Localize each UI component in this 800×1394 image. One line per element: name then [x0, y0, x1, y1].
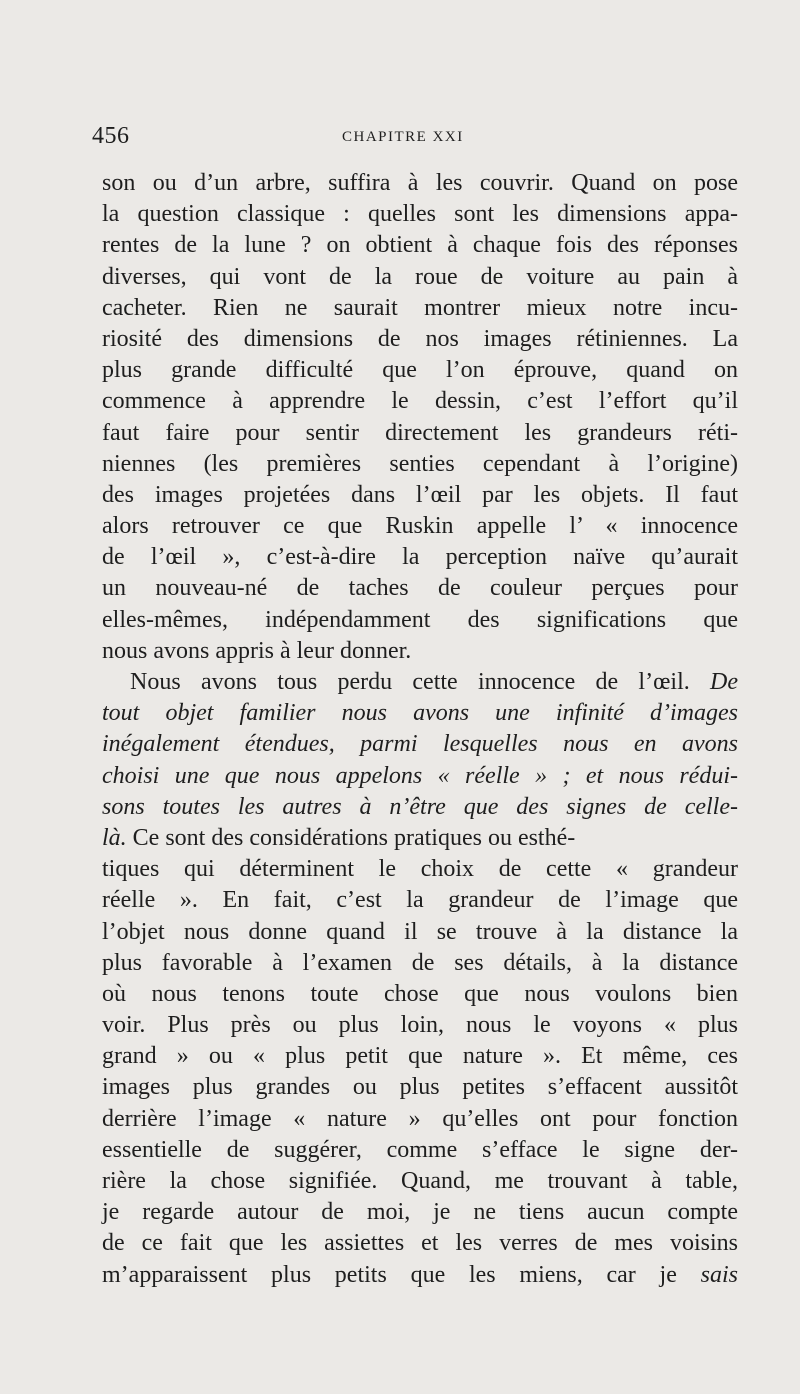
- text-line: son ou d’un arbre, suffira à les couvrir. Quand on pose: [102, 170, 738, 196]
- page-header: [92, 123, 742, 157]
- text-line: de ce fait que les assiettes et les verres de mes voisins: [102, 1230, 738, 1257]
- text-line: m’apparaissent plus petits que les miens, car je sais: [102, 1261, 738, 1288]
- text-line: là. Ce sont des considérations pratiques ou esthé-: [102, 824, 576, 851]
- page-number: 456: [92, 123, 130, 149]
- text-line: Nous avons tous perdu cette innocence de l’œil. De: [130, 669, 738, 695]
- text-line: plus grande difficulté que l’on éprouve, quand on: [102, 357, 738, 384]
- text-line: l’objet nous donne quand il se trouve à la distance la: [102, 918, 738, 945]
- text-line: réelle ». En fait, c’est la grandeur de l’image que: [102, 887, 738, 914]
- text-line: derrière l’image « nature » qu’elles ont pour fonction: [102, 1105, 738, 1132]
- text-line: tiques qui déterminent le choix de cette « grandeur: [102, 856, 738, 883]
- text-line: essentielle de suggérer, comme s’efface le signe der-: [102, 1136, 738, 1163]
- text-line: inégalement étendues, parmi lesquelles nous en avons: [102, 731, 738, 758]
- text-line: tout objet familier nous avons une infinité d’images: [102, 700, 738, 727]
- text-line: images plus grandes ou plus petites s’effacent aussitôt: [102, 1074, 738, 1101]
- text-line: sons toutes les autres à n’être que des signes de celle-: [102, 793, 738, 820]
- text-line: rentes de la lune ? on obtient à chaque fois des réponses: [102, 232, 738, 259]
- text-line: alors retrouver ce que Ruskin appelle l’ « innocence: [102, 513, 738, 540]
- text-line: rière la chose signifiée. Quand, me trouvant à table,: [102, 1168, 738, 1194]
- text-line: choisi une que nous appelons « réelle » ; et nous rédui-: [102, 762, 738, 789]
- text-line: cacheter. Rien ne saurait montrer mieux notre incu-: [102, 294, 738, 321]
- running-head: CHAPITRE XXI: [342, 129, 464, 145]
- body-text: [102, 168, 738, 1291]
- text-line: des images projetées dans l’œil par les objets. Il faut: [102, 481, 738, 508]
- text-line: plus favorable à l’examen de ses détails, à la distance: [102, 949, 738, 976]
- text-line: où nous tenons toute chose que nous voulons bien: [102, 980, 738, 1007]
- text-line: je regarde autour de moi, je ne tiens aucun compte: [102, 1199, 738, 1226]
- text-line: riosité des dimensions de nos images rétiniennes. La: [102, 325, 738, 352]
- text-line: elles-mêmes, indépendamment des significations que: [102, 606, 738, 633]
- text-line: nous avons appris à leur donner.: [102, 637, 412, 664]
- text-line: faut faire pour sentir directement les grandeurs réti-: [102, 419, 738, 446]
- text-line: commence à apprendre le dessin, c’est l’effort qu’il: [102, 388, 738, 415]
- text-line: niennes (les premières senties cependant à l’origine): [102, 450, 738, 477]
- text-line: grand » ou « plus petit que nature ». Et même, ces: [102, 1043, 738, 1070]
- text-line: voir. Plus près ou plus loin, nous le voyons « plus: [102, 1012, 738, 1039]
- text-line: diverses, qui vont de la roue de voiture au pain à: [102, 263, 738, 290]
- text-line: de l’œil », c’est-à-dire la perception naïve qu’aurait: [102, 544, 738, 571]
- text-line: un nouveau-né de taches de couleur perçues pour: [102, 575, 738, 602]
- text-line: la question classique : quelles sont les dimensions appa-: [102, 201, 738, 228]
